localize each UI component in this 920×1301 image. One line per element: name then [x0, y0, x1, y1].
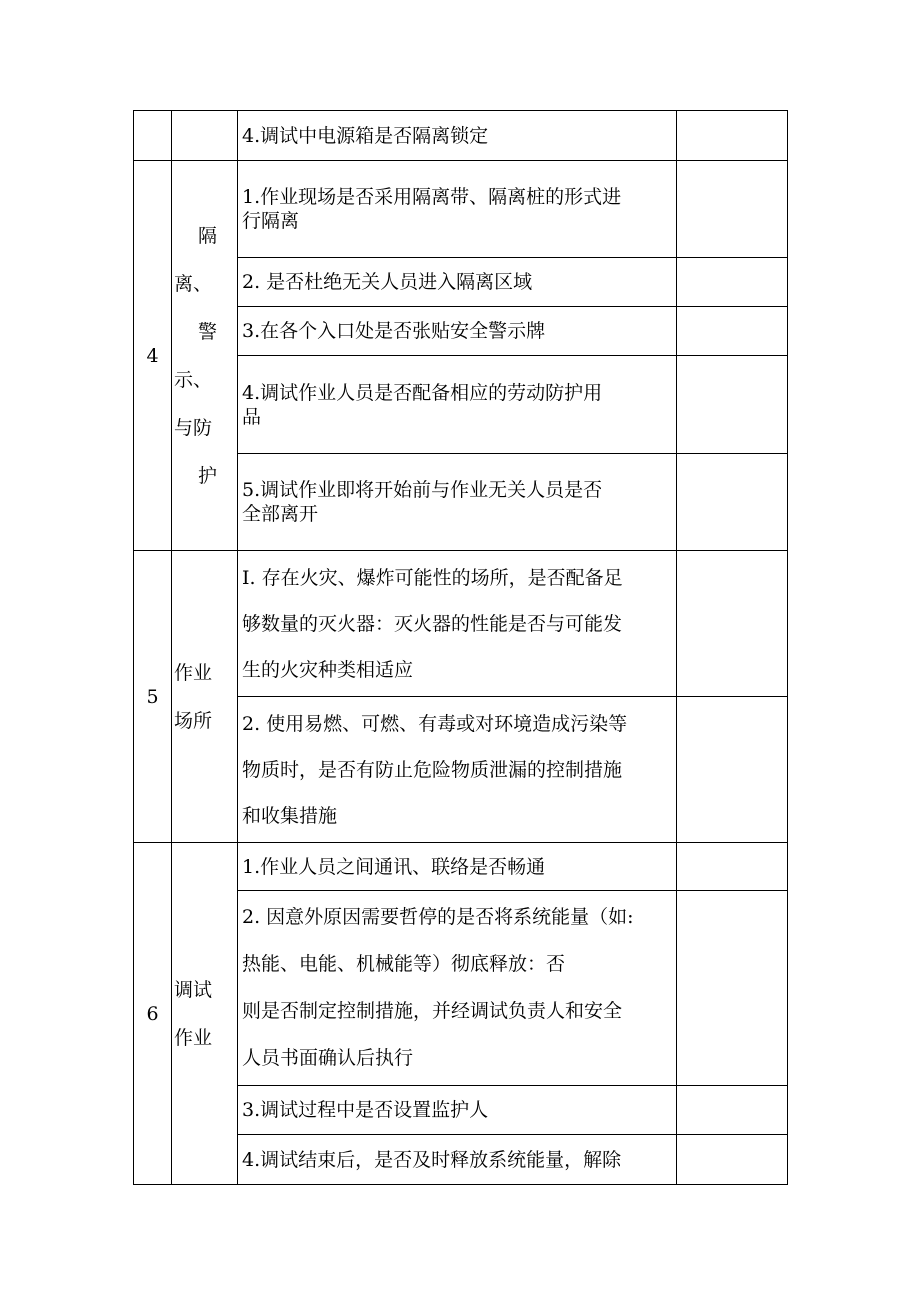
- result-cell[interactable]: [677, 1135, 788, 1185]
- category-label: 隔 离、 警 示、 与防 护: [174, 224, 217, 487]
- check-item-text: 2. 使用易燃、可燃、有毒或对环境造成污染等 物质时，是否有防止危险物质泄漏的控制措施 和收集措施: [242, 712, 628, 827]
- check-item-cell: [238, 843, 677, 891]
- check-item-cell: [238, 1135, 677, 1185]
- category-cell: [172, 843, 238, 1185]
- check-item-text: 4.调试结束后，是否及时释放系统能量，解除: [242, 1148, 622, 1171]
- check-item-text: 2. 是否杜绝无关人员进入隔离区域: [242, 271, 533, 293]
- check-item-cell: [238, 356, 677, 454]
- check-item-cell: [238, 454, 677, 551]
- row-number-cell: [134, 111, 172, 161]
- check-item-text: 1.作业人员之间通讯、联络是否畅通: [242, 855, 546, 878]
- result-cell[interactable]: [677, 891, 788, 1086]
- check-item-text: 5.调试作业即将开始前与作业无关人员是否 全部离开: [242, 479, 603, 525]
- row-number-cell: [134, 551, 172, 843]
- result-cell[interactable]: [677, 111, 788, 161]
- check-item-cell: [238, 1086, 677, 1135]
- table-row: [134, 551, 788, 697]
- result-cell[interactable]: [677, 1086, 788, 1135]
- category-cell: [172, 551, 238, 843]
- check-item-text: 3.调试过程中是否设置监护人: [242, 1099, 489, 1121]
- check-item-cell: [238, 258, 677, 307]
- result-cell[interactable]: [677, 307, 788, 356]
- row-number: 6: [146, 1002, 159, 1025]
- check-item-text: 1.作业现场是否采用隔离带、隔离桩的形式进 行隔离: [242, 186, 622, 232]
- check-item-cell: [238, 891, 677, 1086]
- category-cell: [172, 161, 238, 551]
- check-item-text: 3.在各个入口处是否张贴安全警示牌: [242, 320, 546, 342]
- check-item-text: 4.调试中电源箱是否隔离锁定: [242, 124, 489, 147]
- category-label: 调试 作业: [174, 978, 213, 1049]
- result-cell[interactable]: [677, 697, 788, 843]
- check-item-cell: [238, 551, 677, 697]
- table-row: [134, 111, 788, 161]
- result-cell[interactable]: [677, 161, 788, 258]
- category-cell: [172, 111, 238, 161]
- result-cell[interactable]: [677, 551, 788, 697]
- check-item-text: I. 存在火灾、爆炸可能性的场所，是否配备足 够数量的灭火器：灭火器的性能是否与可能发 生的火灾种类相适应: [242, 566, 623, 681]
- check-item-cell: [238, 307, 677, 356]
- table-row: [134, 843, 788, 891]
- result-cell[interactable]: [677, 454, 788, 551]
- result-cell[interactable]: [677, 356, 788, 454]
- check-item-cell: [238, 697, 677, 843]
- table-row: [134, 161, 788, 258]
- row-number-cell: [134, 161, 172, 551]
- check-item-text: 4.调试作业人员是否配备相应的劳动防护用 品: [242, 381, 603, 428]
- check-item-cell: [238, 111, 677, 161]
- safety-checklist-table: [133, 110, 788, 1185]
- check-item-cell: [238, 161, 677, 258]
- result-cell[interactable]: [677, 258, 788, 307]
- row-number: 4: [146, 344, 159, 367]
- check-item-text: 2. 因意外原因需要哲停的是否将系统能量（如: 热能、电能、机械能等）彻底释放：否 则是否制定控制措施，并经调试负责人和安全 人员书面确认后执行: [242, 906, 634, 1069]
- row-number: 5: [146, 685, 159, 708]
- result-cell[interactable]: [677, 843, 788, 891]
- category-label: 作业 场所: [174, 661, 213, 732]
- row-number-cell: [134, 843, 172, 1185]
